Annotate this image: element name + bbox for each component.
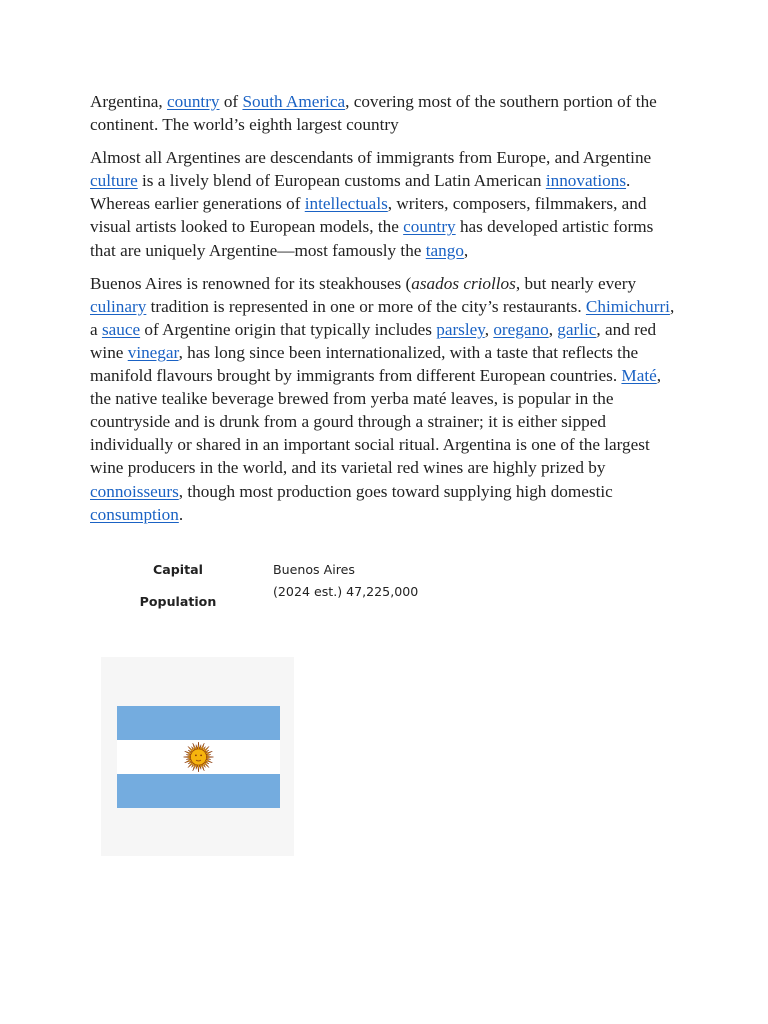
- link-vinegar[interactable]: vinegar: [127, 342, 179, 362]
- link-consumption[interactable]: consumption: [90, 504, 179, 524]
- text: , but nearly every: [515, 273, 637, 293]
- link-south-america[interactable]: South America: [242, 92, 346, 111]
- capital-value: Buenos Aires: [273, 562, 355, 577]
- text: . Whereas earlier generations of: [90, 171, 631, 214]
- link-country[interactable]: country: [167, 92, 220, 111]
- text: tradition is represented in one or more of the city’s restaurants.: [146, 296, 586, 316]
- article-body: [90, 90, 682, 536]
- text: , covering most of the southern portion of the continent. The world’s eighth largest country: [90, 92, 657, 135]
- sun-of-may-icon: [184, 742, 214, 772]
- text: of: [219, 92, 243, 111]
- flag-bottom-stripe: [117, 774, 280, 808]
- text: of Argentine origin that typically includes: [140, 319, 437, 339]
- text: , and red wine: [90, 319, 657, 362]
- capital-label: Capital: [153, 562, 203, 577]
- text: Buenos Aires is renowned for its steakhouses (: [90, 273, 412, 293]
- text: ,: [484, 319, 494, 339]
- paragraph-intro: [90, 90, 682, 136]
- link-parsley[interactable]: parsley: [436, 319, 485, 339]
- link-garlic[interactable]: garlic: [557, 319, 597, 339]
- flag-image: [101, 657, 294, 856]
- text: , though most production goes toward supplying high domestic: [178, 481, 613, 501]
- link-oregano[interactable]: oregano: [493, 319, 549, 339]
- text: ,: [548, 319, 558, 339]
- paragraph-culture: [90, 146, 682, 261]
- link-intellectuals[interactable]: intellectuals: [304, 194, 388, 214]
- link-connoisseurs[interactable]: connoisseurs: [90, 481, 179, 501]
- link-chimichurri[interactable]: Chimichurri: [585, 296, 670, 316]
- link-mate[interactable]: Maté: [621, 366, 657, 386]
- link-tango[interactable]: tango: [425, 240, 464, 260]
- argentina-flag-icon: [117, 706, 280, 808]
- link-country-2[interactable]: country: [403, 217, 456, 237]
- link-culture[interactable]: culture: [90, 171, 138, 191]
- text: Argentina,: [90, 92, 168, 111]
- italic-term: asados criollos: [411, 273, 516, 293]
- text: has developed artistic forms that are uniquely Argentine—most famously the: [90, 217, 654, 260]
- text: .: [178, 504, 184, 524]
- population-label: Population: [139, 594, 217, 609]
- link-innovations[interactable]: innovations: [545, 171, 627, 191]
- text: , the native tealike beverage brewed from yerba maté leaves, is popular in the countryside and is drunk from a gourd through a strainer; it is either sipped individually or shared in an important social ritual. Argentina is one of the largest wine producers in the world, and its varietal red wines are highly prized by: [90, 366, 662, 478]
- link-sauce[interactable]: sauce: [101, 319, 141, 339]
- text: , a: [90, 296, 675, 339]
- text: , has long since been internationalized, with a taste that reflects the manifold flavours brought by immigrants from different European countries.: [90, 342, 639, 386]
- text: is a lively blend of European customs and Latin American: [137, 171, 546, 191]
- paragraph-cuisine: [90, 272, 682, 526]
- population-value: (2024 est.) 47,225,000: [273, 584, 419, 599]
- link-culinary[interactable]: culinary: [90, 296, 147, 316]
- text: , writers, composers, filmmakers, and visual artists looked to European models, the: [90, 194, 647, 237]
- flag-top-stripe: [117, 706, 280, 740]
- text: ,: [463, 240, 469, 260]
- text: Almost all Argentines are descendants of immigrants from Europe, and Argentine: [90, 148, 652, 168]
